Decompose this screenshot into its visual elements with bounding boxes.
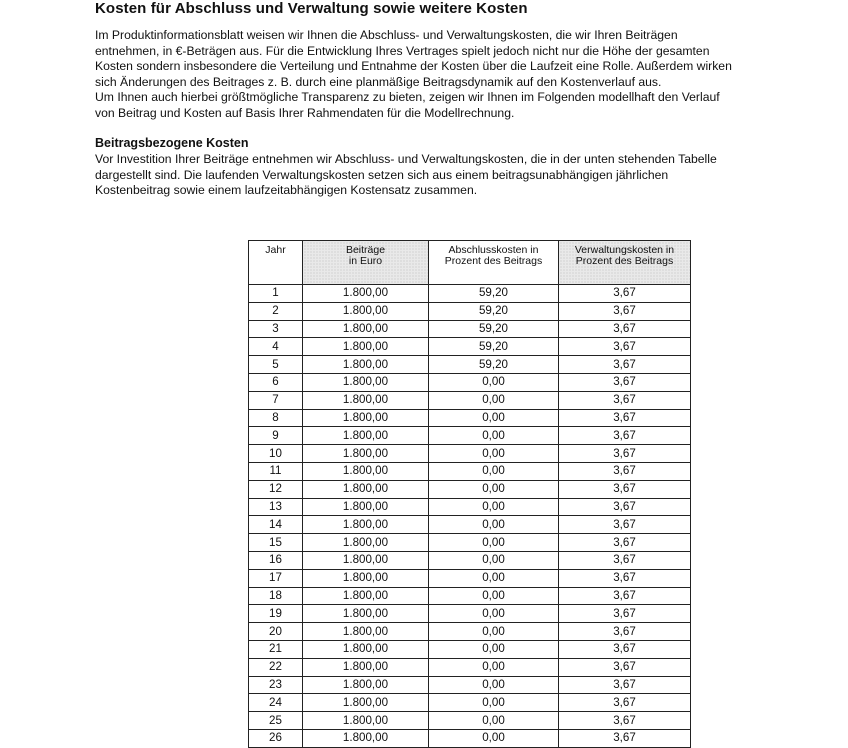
intro-line: von Beitrag und Kosten auf Basis Ihrer Rahmendaten für die Modellrechnung. [95,105,515,120]
cell-verwaltungskosten: 3,67 [559,285,691,303]
cell-jahr: 21 [249,640,303,658]
cell-verwaltungskosten: 3,67 [559,676,691,694]
cell-abschlusskosten: 0,00 [429,427,559,445]
table-row [249,498,691,516]
cost-table [248,240,691,748]
section-line: Kostenbeitrag sowie einem laufzeitabhängigen Kostensatz zusammen. [95,183,478,197]
cell-jahr: 10 [249,445,303,463]
cell-jahr: 24 [249,694,303,712]
intro-line: Im Produktinformationsblatt weisen wir Ihnen die Abschluss- und Verwaltungskosten, die wir Ihren Beiträgen [95,28,678,42]
cell-beitrag: 1.800,00 [303,569,429,587]
cell-beitrag: 1.800,00 [303,623,429,641]
table-row [249,356,691,374]
cell-jahr: 13 [249,498,303,516]
section-paragraph [95,152,835,199]
cell-beitrag: 1.800,00 [303,338,429,356]
table-row [249,569,691,587]
cell-verwaltungskosten: 3,67 [559,462,691,480]
table-row [249,373,691,391]
cell-jahr: 4 [249,338,303,356]
cell-verwaltungskosten: 3,67 [559,569,691,587]
cell-jahr: 16 [249,551,303,569]
cell-jahr: 5 [249,356,303,374]
cell-beitrag: 1.800,00 [303,534,429,552]
cell-beitrag: 1.800,00 [303,658,429,676]
intro-paragraph [95,28,835,121]
cell-jahr: 17 [249,569,303,587]
cell-beitrag: 1.800,00 [303,498,429,516]
cell-jahr: 7 [249,391,303,409]
cell-verwaltungskosten: 3,67 [559,320,691,338]
table-row [249,285,691,303]
table-row [249,534,691,552]
cell-verwaltungskosten: 3,67 [559,605,691,623]
cell-beitrag: 1.800,00 [303,427,429,445]
cell-abschlusskosten: 0,00 [429,391,559,409]
cell-beitrag: 1.800,00 [303,551,429,569]
table-row [249,623,691,641]
cell-jahr: 12 [249,480,303,498]
cell-beitrag: 1.800,00 [303,605,429,623]
cell-abschlusskosten: 0,00 [429,587,559,605]
cell-abschlusskosten: 0,00 [429,516,559,534]
table-row [249,658,691,676]
cell-beitrag: 1.800,00 [303,320,429,338]
cell-jahr: 8 [249,409,303,427]
cell-abschlusskosten: 59,20 [429,356,559,374]
cell-jahr: 18 [249,587,303,605]
cell-verwaltungskosten: 3,67 [559,445,691,463]
table-row [249,712,691,730]
cell-verwaltungskosten: 3,67 [559,373,691,391]
table-row [249,391,691,409]
cell-verwaltungskosten: 3,67 [559,534,691,552]
cell-abschlusskosten: 0,00 [429,534,559,552]
cell-verwaltungskosten: 3,67 [559,302,691,320]
cell-beitrag: 1.800,00 [303,516,429,534]
cell-verwaltungskosten: 3,67 [559,551,691,569]
cell-abschlusskosten: 0,00 [429,480,559,498]
table-row [249,338,691,356]
cell-beitrag: 1.800,00 [303,462,429,480]
cell-abschlusskosten: 0,00 [429,640,559,658]
section-heading: Beitragsbezogene Kosten [95,136,249,150]
cell-beitrag: 1.800,00 [303,712,429,730]
cell-abschlusskosten: 59,20 [429,320,559,338]
cell-verwaltungskosten: 3,67 [559,391,691,409]
table-row [249,462,691,480]
cell-verwaltungskosten: 3,67 [559,694,691,712]
cell-abschlusskosten: 0,00 [429,658,559,676]
cell-abschlusskosten: 59,20 [429,302,559,320]
cell-abschlusskosten: 0,00 [429,569,559,587]
table-row [249,516,691,534]
section-line: Vor Investition Ihrer Beiträge entnehmen wir Abschluss- und Verwaltungskosten, die in der unten stehenden Tabelle [95,152,717,166]
cell-beitrag: 1.800,00 [303,480,429,498]
intro-line: Kosten sondern insbesondere die Verteilung und Entnahme der Kosten über die Laufzeit eine Rolle. Außerdem wirken [95,59,732,73]
cell-abschlusskosten: 59,20 [429,285,559,303]
cell-abschlusskosten: 59,20 [429,338,559,356]
cell-beitrag: 1.800,00 [303,285,429,303]
table-row [249,302,691,320]
intro-line: entnehmen, in €-Beträgen aus. Für die Entwicklung Ihres Vertrages spielt jedoch nicht nur die Höhe der gesamten [95,43,710,58]
cell-abschlusskosten: 0,00 [429,605,559,623]
cell-verwaltungskosten: 3,67 [559,480,691,498]
table-header-row [249,241,691,285]
cell-abschlusskosten: 0,00 [429,712,559,730]
cell-verwaltungskosten: 3,67 [559,712,691,730]
cell-abschlusskosten: 0,00 [429,551,559,569]
intro-line: Um Ihnen auch hierbei größtmögliche Transparenz zu bieten, zeigen wir Ihnen im Folgenden modellhaft den Verlauf [95,90,720,104]
header-beitraege: Beiträge in Euro [303,241,429,285]
table-row [249,729,691,747]
header-verwaltungskosten: Verwaltungskosten in Prozent des Beitrags [559,241,691,285]
cell-abschlusskosten: 0,00 [429,623,559,641]
cell-beitrag: 1.800,00 [303,587,429,605]
table-row [249,445,691,463]
cell-beitrag: 1.800,00 [303,694,429,712]
cell-verwaltungskosten: 3,67 [559,427,691,445]
cell-abschlusskosten: 0,00 [429,462,559,480]
cell-verwaltungskosten: 3,67 [559,338,691,356]
cell-jahr: 9 [249,427,303,445]
table-row [249,676,691,694]
cell-verwaltungskosten: 3,67 [559,498,691,516]
cell-jahr: 23 [249,676,303,694]
cell-jahr: 19 [249,605,303,623]
section-line: dargestellt sind. Die laufenden Verwaltungskosten setzen sich aus einem beitragsunabhängigen jährlichen [95,167,669,182]
cell-verwaltungskosten: 3,67 [559,409,691,427]
cell-abschlusskosten: 0,00 [429,373,559,391]
cell-jahr: 25 [249,712,303,730]
header-jahr: Jahr [249,241,303,285]
cell-jahr: 6 [249,373,303,391]
cell-beitrag: 1.800,00 [303,445,429,463]
cell-beitrag: 1.800,00 [303,391,429,409]
cell-jahr: 15 [249,534,303,552]
cell-abschlusskosten: 0,00 [429,445,559,463]
cell-jahr: 22 [249,658,303,676]
table-row [249,551,691,569]
table-row [249,587,691,605]
cell-beitrag: 1.800,00 [303,356,429,374]
cell-abschlusskosten: 0,00 [429,409,559,427]
cell-beitrag: 1.800,00 [303,676,429,694]
table-row [249,427,691,445]
table-row [249,320,691,338]
cell-beitrag: 1.800,00 [303,729,429,747]
table-row [249,694,691,712]
cell-abschlusskosten: 0,00 [429,498,559,516]
cell-verwaltungskosten: 3,67 [559,640,691,658]
cell-jahr: 11 [249,462,303,480]
cell-abschlusskosten: 0,00 [429,729,559,747]
page-title: Kosten für Abschluss und Verwaltung sowie weitere Kosten [95,0,528,17]
cell-verwaltungskosten: 3,67 [559,623,691,641]
table-row [249,640,691,658]
table-row [249,480,691,498]
cell-jahr: 3 [249,320,303,338]
cell-beitrag: 1.800,00 [303,640,429,658]
cell-jahr: 20 [249,623,303,641]
cell-abschlusskosten: 0,00 [429,676,559,694]
cell-jahr: 26 [249,729,303,747]
cell-jahr: 1 [249,285,303,303]
cell-verwaltungskosten: 3,67 [559,356,691,374]
header-abschlusskosten: Abschlusskosten in Prozent des Beitrags [429,241,559,285]
cell-verwaltungskosten: 3,67 [559,658,691,676]
cell-beitrag: 1.800,00 [303,373,429,391]
cell-verwaltungskosten: 3,67 [559,516,691,534]
cell-verwaltungskosten: 3,67 [559,729,691,747]
intro-line: sich Änderungen des Beitrages z. B. durch eine planmäßige Beitragsdynamik auf den Kostenverlauf aus. [95,74,662,89]
cell-jahr: 14 [249,516,303,534]
table-row [249,605,691,623]
cell-verwaltungskosten: 3,67 [559,587,691,605]
cell-beitrag: 1.800,00 [303,302,429,320]
cell-jahr: 2 [249,302,303,320]
table-row [249,409,691,427]
cell-abschlusskosten: 0,00 [429,694,559,712]
cell-beitrag: 1.800,00 [303,409,429,427]
